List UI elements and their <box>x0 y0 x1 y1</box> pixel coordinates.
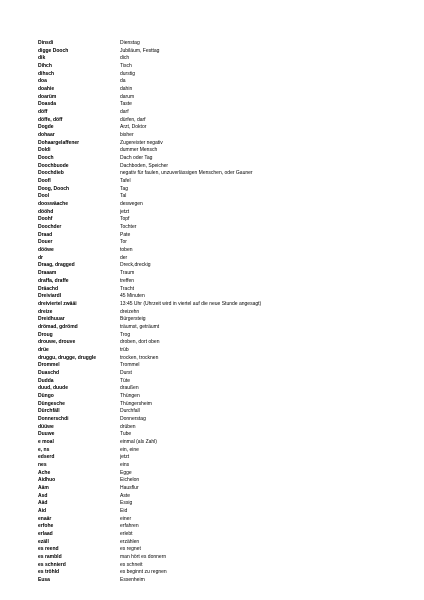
glossary-row <box>38 562 408 570</box>
dialect-term: erlaad <box>38 531 53 537</box>
german-translation: Tüte <box>120 377 131 384</box>
german-translation: Durchfall <box>120 408 140 415</box>
dialect-term: duud, duude <box>38 385 68 392</box>
german-translation: dummer Mensch <box>120 147 158 154</box>
glossary-row <box>38 78 408 86</box>
german-translation: da <box>120 78 126 85</box>
dialect-term: Doldi <box>38 147 51 154</box>
dialect-term: döff <box>38 109 48 116</box>
glossary-row <box>38 355 408 363</box>
german-translation: dreizehn <box>120 308 140 315</box>
dialect-term: dreiviertel zwääi <box>38 300 77 307</box>
german-translation: trüb <box>120 346 129 353</box>
german-translation: Essig <box>120 500 133 507</box>
glossary-row <box>38 546 408 554</box>
german-translation: einer <box>120 515 132 522</box>
german-translation: Tag <box>120 185 129 192</box>
glossary-row <box>38 554 408 562</box>
glossary-row <box>38 539 408 547</box>
german-translation: ein, eine <box>120 446 139 453</box>
german-translation: Egge <box>120 469 132 476</box>
glossary-row <box>38 516 408 524</box>
dialect-term: draffa, draffe <box>38 277 69 284</box>
dialect-term: es rambld <box>38 554 62 561</box>
dialect-term: drüe <box>38 346 49 353</box>
dialect-term: Duuwe <box>38 431 55 438</box>
german-translation: Tal <box>120 193 127 200</box>
glossary-row <box>38 378 408 386</box>
german-translation: man hört es donnern <box>120 554 167 561</box>
german-translation: träumst, geträumt <box>120 323 160 330</box>
german-translation: eins <box>120 461 130 468</box>
german-translation: Topf <box>120 216 130 223</box>
german-translation: Äste <box>120 492 131 499</box>
dialect-term: Doog, Dooch <box>38 185 70 192</box>
dialect-term: es tröhld <box>38 569 60 576</box>
glossary-row <box>38 55 408 63</box>
german-translation: deswegen <box>120 201 143 208</box>
dialect-term: Äsd <box>38 492 48 499</box>
glossary-row <box>38 569 408 577</box>
dialect-term: dihsch <box>38 70 55 77</box>
dialect-term: Dool <box>38 193 50 200</box>
german-translation: durstig <box>120 70 136 77</box>
glossary-row <box>38 454 408 462</box>
dialect-term: druggu, drugge, druggle <box>38 354 97 361</box>
german-translation: jetzt <box>120 208 130 215</box>
glossary-row <box>38 577 408 585</box>
dialect-term: dööwe <box>38 247 54 254</box>
german-translation: erlebt <box>120 531 133 537</box>
glossary-row <box>38 293 408 301</box>
glossary-row <box>38 477 408 485</box>
german-translation: erfahren <box>120 523 139 530</box>
german-translation: Hausflur <box>120 484 139 491</box>
german-translation: jetzt <box>120 454 130 461</box>
glossary-row <box>38 63 408 71</box>
glossary-row <box>38 40 408 48</box>
dialect-term: Dogde <box>38 124 54 131</box>
glossary-row <box>38 385 408 393</box>
german-translation: Trog <box>120 331 131 338</box>
glossary-row <box>38 462 408 470</box>
dialect-term: doa <box>38 78 47 85</box>
dialect-term: Dudda <box>38 377 54 384</box>
glossary-row <box>38 209 408 217</box>
dialect-term: Äidhuo <box>38 477 56 484</box>
glossary-row <box>38 48 408 56</box>
dialect-term: Draag, dragged <box>38 262 75 269</box>
dialect-term: ezäll <box>38 538 49 545</box>
german-translation: Zugereister negativ <box>120 139 163 146</box>
german-translation: Thüngersheim <box>120 400 152 407</box>
glossary-row <box>38 286 408 294</box>
glossary-row <box>38 362 408 370</box>
dialect-term: doahie <box>38 86 55 93</box>
german-translation: treffen <box>120 277 135 284</box>
german-translation: Dreck,dreckig <box>120 262 151 269</box>
glossary-row <box>38 270 408 278</box>
glossary-row <box>38 186 408 194</box>
dialect-term: enaär <box>38 515 52 522</box>
glossary-row <box>38 416 408 424</box>
german-translation: Essenheim <box>120 577 145 584</box>
dialect-term: Äid <box>38 507 47 514</box>
glossary-row <box>38 485 408 493</box>
glossary-row <box>38 147 408 155</box>
glossary-row <box>38 262 408 270</box>
dialect-term: Doochdieb <box>38 170 64 177</box>
glossary-row <box>38 332 408 340</box>
dialect-term: Draad <box>38 231 53 238</box>
glossary-row <box>38 316 408 324</box>
glossary-row <box>38 493 408 501</box>
german-translation: Bürgersteig <box>120 316 146 323</box>
dialect-term: Eusa <box>38 577 50 584</box>
glossary-row <box>38 178 408 186</box>
glossary-row <box>38 431 408 439</box>
dialect-term: Düngo <box>38 392 54 399</box>
dialect-term: Droug <box>38 331 53 338</box>
german-translation: 13:45 Uhr (Uhrzeit wird in viertel auf die neue Stunde angesagt) <box>120 300 262 307</box>
glossary-row <box>38 232 408 240</box>
glossary-row <box>38 224 408 232</box>
glossary-row <box>38 523 408 531</box>
glossary-row <box>38 255 408 263</box>
dialect-term: drouwe, drouve <box>38 339 76 346</box>
glossary-row <box>38 424 408 432</box>
german-translation: Tisch <box>120 63 132 70</box>
glossary-row <box>38 140 408 148</box>
glossary-row <box>38 71 408 79</box>
dialect-term: Draaam <box>38 270 57 277</box>
german-translation: Pate <box>120 231 131 238</box>
german-translation: der <box>120 254 128 261</box>
glossary-row <box>38 309 408 317</box>
german-translation: Donnerstag <box>120 415 146 422</box>
german-translation: Eid <box>120 507 128 514</box>
german-translation: Jubiläum, Festtag <box>120 47 160 54</box>
german-translation: Arzt, Doktor <box>120 124 147 131</box>
german-translation: Tor <box>120 239 127 246</box>
dialect-term: Doochbuode <box>38 162 69 169</box>
german-translation: es regnet <box>120 546 141 553</box>
dialect-term: dreize <box>38 308 53 315</box>
dialect-term: Dohaargelaffener <box>38 139 80 146</box>
german-translation: Traum <box>120 270 135 277</box>
glossary-row <box>38 447 408 455</box>
german-translation: Dachboden, Speicher <box>120 162 169 169</box>
german-translation: Tafel <box>120 178 131 185</box>
german-translation: einmal (als Zahl) <box>120 438 157 445</box>
german-translation: droben, dort oben <box>120 339 160 346</box>
german-translation: darf <box>120 109 129 116</box>
dialect-term: es reend <box>38 546 59 553</box>
dialect-term: es schnierd <box>38 561 66 568</box>
dialect-term: dooswäache <box>38 201 69 208</box>
glossary-row <box>38 132 408 140</box>
glossary-row <box>38 216 408 224</box>
glossary-row <box>38 339 408 347</box>
glossary-row <box>38 86 408 94</box>
glossary-row <box>38 163 408 171</box>
german-translation: draußen <box>120 385 139 392</box>
german-translation: trocken, trocknen <box>120 354 159 361</box>
german-translation: Trommel <box>120 362 140 369</box>
glossary-row <box>38 324 408 332</box>
glossary-row <box>38 193 408 201</box>
dialect-term: Ääd <box>38 500 48 507</box>
dialect-term: digge Dooch <box>38 47 69 54</box>
dialect-term: Dooch <box>38 155 54 162</box>
glossary-row <box>38 155 408 163</box>
dialect-term: doarüm <box>38 93 57 100</box>
glossary-row <box>38 301 408 309</box>
dialect-term: Äche <box>38 469 51 476</box>
dialect-term: Doochder <box>38 224 62 231</box>
dialect-term: Dreidhuuar <box>38 316 65 323</box>
german-translation: erzählen <box>120 538 140 545</box>
dialect-term: Doasda <box>38 101 57 108</box>
dialect-term: Dinsdi <box>38 40 54 46</box>
glossary-row <box>38 278 408 286</box>
dialect-term: drömad, gdrömd <box>38 323 78 330</box>
dialect-term: dr <box>38 254 43 261</box>
glossary-row <box>38 347 408 355</box>
german-translation: Eichelon <box>120 477 140 484</box>
german-translation: 45 Minuten <box>120 293 145 300</box>
dialect-term: Doofl <box>38 178 51 185</box>
german-translation: dich <box>120 55 130 62</box>
glossary-row <box>38 124 408 132</box>
german-translation: darum <box>120 93 135 100</box>
glossary-row <box>38 439 408 447</box>
german-translation: Taste <box>120 101 132 108</box>
glossary-row <box>38 239 408 247</box>
dialect-term: Dräachd <box>38 285 59 292</box>
dialect-term: Doohf <box>38 216 53 223</box>
dialect-term: Dihch <box>38 63 52 70</box>
glossary-list <box>38 40 408 585</box>
dialect-term: edserd <box>38 454 55 461</box>
glossary-row <box>38 94 408 102</box>
dialect-term: e moal <box>38 438 54 445</box>
glossary-row <box>38 531 408 539</box>
german-translation: Durst <box>120 369 132 376</box>
glossary-row <box>38 170 408 178</box>
dialect-term: Drommel <box>38 362 60 369</box>
german-translation: Tracht <box>120 285 134 292</box>
dialect-term: Douer <box>38 239 53 246</box>
german-translation: es schneit <box>120 561 143 568</box>
glossary-row <box>38 470 408 478</box>
glossary-row <box>38 370 408 378</box>
german-translation: drüben <box>120 423 136 430</box>
glossary-row <box>38 117 408 125</box>
dialect-term: e, ns <box>38 446 50 453</box>
dialect-term: Düngesche <box>38 400 65 407</box>
german-translation: negativ für faulen, unzuverlässigen Menschen, oder Gauner <box>120 170 253 177</box>
dialect-term: dohaar <box>38 132 55 139</box>
german-translation: bisher <box>120 132 134 139</box>
german-translation: Tochter <box>120 224 137 231</box>
dialect-term: dööhd <box>38 208 54 215</box>
glossary-row <box>38 201 408 209</box>
glossary-row <box>38 247 408 255</box>
glossary-row <box>38 109 408 117</box>
glossary-row <box>38 393 408 401</box>
dialect-term: döffe, döff <box>38 116 63 123</box>
german-translation: Dienstag <box>120 40 140 46</box>
glossary-row <box>38 508 408 516</box>
german-translation: dahin <box>120 86 133 93</box>
dialect-term: erfohe <box>38 523 54 530</box>
dialect-term: düüwe <box>38 423 54 430</box>
german-translation: dürfen, darf <box>120 116 146 123</box>
glossary-row <box>38 101 408 109</box>
dialect-term: nes <box>38 461 47 468</box>
glossary-row <box>38 401 408 409</box>
german-translation: toben <box>120 247 133 254</box>
glossary-row <box>38 408 408 416</box>
glossary-row <box>38 500 408 508</box>
german-translation: es beginnt zu regnen <box>120 569 167 576</box>
dialect-term: Duaschd <box>38 369 60 376</box>
german-translation: Tube <box>120 431 132 438</box>
german-translation: Dach oder Tag <box>120 155 153 162</box>
dialect-term: dik <box>38 55 46 62</box>
dialect-term: Dürchfäll <box>38 408 60 415</box>
dialect-term: Dreiviardl <box>38 293 62 300</box>
dialect-term: Donnerschdi <box>38 415 69 422</box>
german-translation: Thüngen <box>120 392 140 399</box>
dialect-term: Ääm <box>38 484 49 491</box>
